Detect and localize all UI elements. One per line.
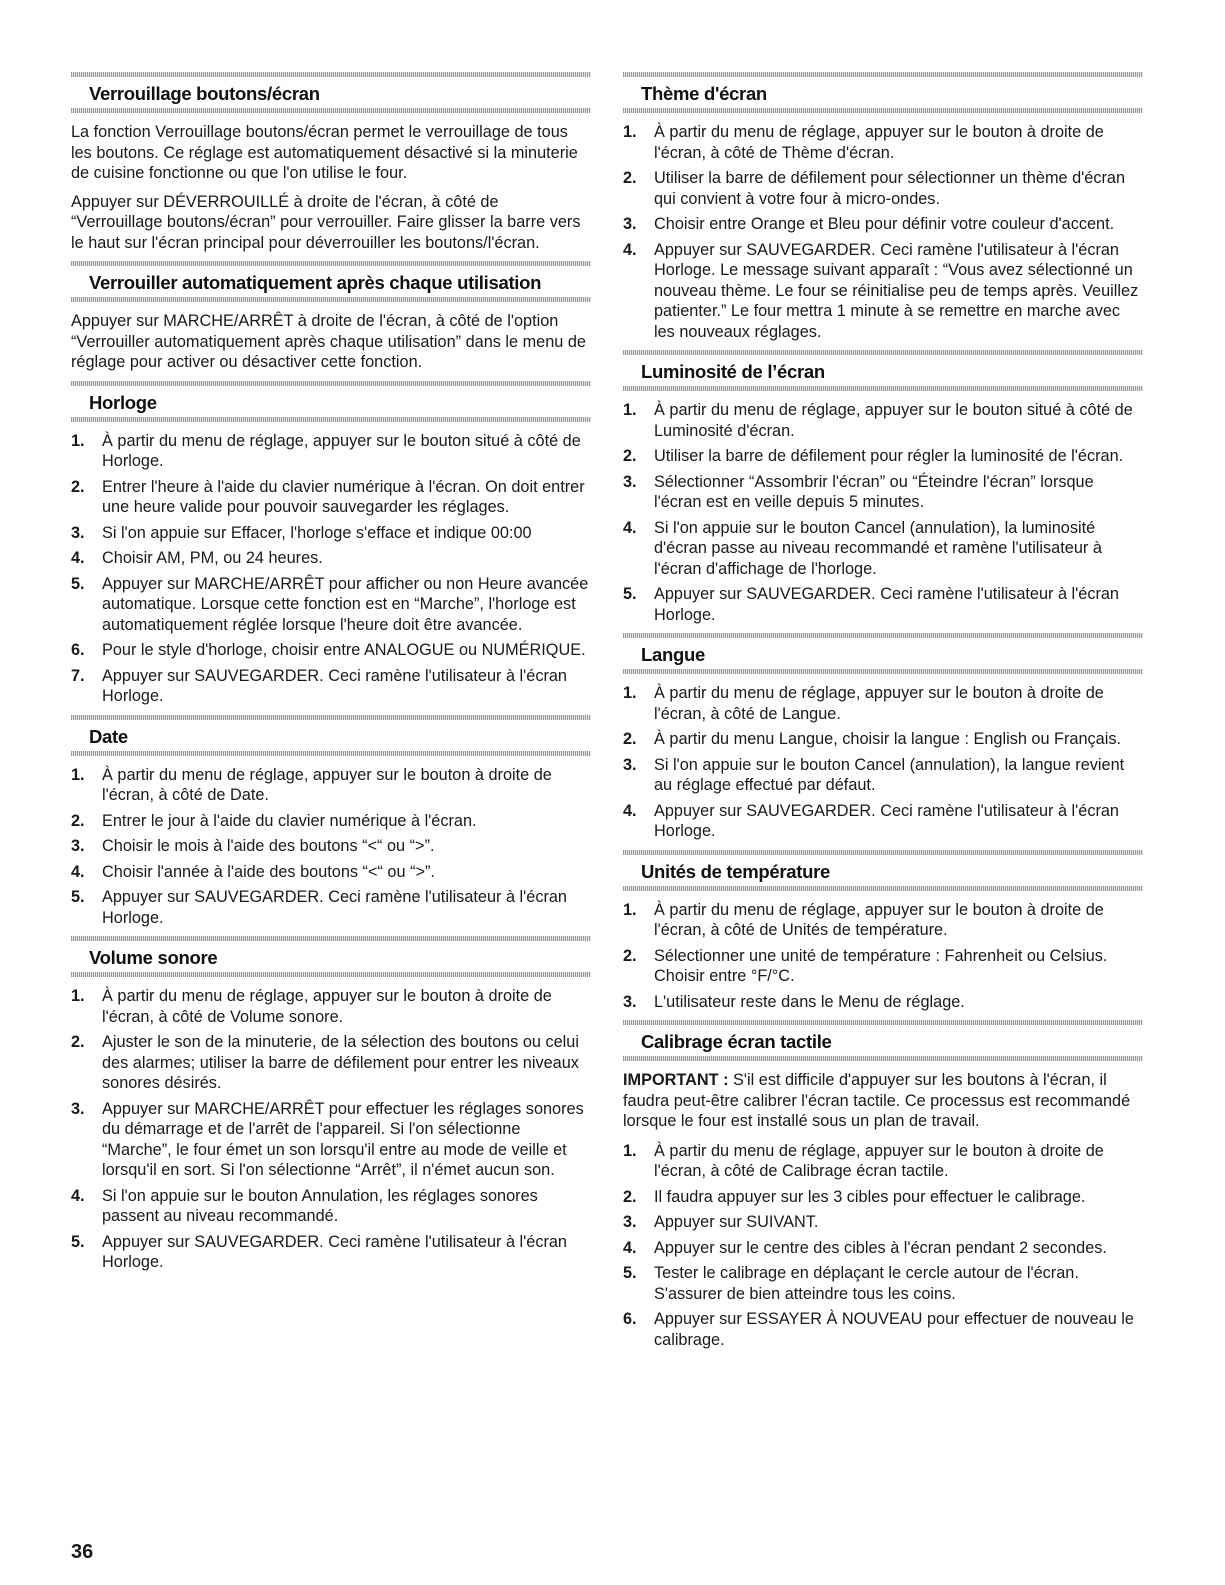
important-note [623,1070,1143,1132]
step-number: 2. [623,447,637,465]
step-number: 4. [623,801,637,820]
step-item [623,900,1143,941]
step-item [623,1212,1143,1233]
step-number: 6. [71,641,85,659]
page-number: 36 [71,1541,94,1563]
step-number: 5. [71,574,85,593]
section-date [71,715,591,929]
step-item [623,518,1143,580]
step-item [623,1263,1143,1304]
step-text: Appuyer sur SAUVEGARDER. Ceci ramène l'utilisateur à l'écran Horloge. Le message suivant apparaît : “Vous avez sélectionné un nouveau thème. Le four se réinitialise peu de temps après. Veuillez patienter.” Le four mettra 1 minute à se remettre en marche avec les nouveaux réglages. [654,240,1139,341]
step-item [623,683,1143,724]
step-text: Choisir l'année à l'aide des boutons “<“ ou “>”. [102,862,435,881]
step-item [71,765,591,806]
step-item [71,431,591,472]
important-text: S'il est difficile d'appuyer sur les boutons à l'écran, il faudra peut-être calibrer l'écran tactile. Ce processus est recommandé lorsque le four est installé sous un plan de travail. [623,1071,1131,1130]
step-text: Sélectionner “Assombrir l'écran” ou “Éteindre l'écran” lorsque l'écran est en veille depuis 5 minutes. [654,472,1094,511]
step-text: À partir du menu Langue, choisir la langue : English ou Français. [654,730,1121,748]
step-number: 4. [623,240,637,259]
step-item [71,574,591,636]
step-text: Tester le calibrage en déplaçant le cercle autour de l'écran. S'assurer de bien atteindre tous les coins. [654,1264,1079,1303]
step-item [71,548,591,569]
step-number: 1. [71,431,85,450]
step-number: 7. [71,666,85,685]
step-number: 2. [623,730,637,748]
step-number: 5. [71,1232,85,1251]
step-number: 3. [71,837,85,855]
step-number: 2. [623,946,637,965]
step-text: À partir du menu de réglage, appuyer sur le bouton situé à côté de Luminosité d'écran. [654,401,1133,440]
section-unites [623,850,1143,1013]
step-text: Entrer l'heure à l'aide du clavier numérique à l'écran. On doit entrer une heure valide pour pouvoir sauvegarder les réglages. [102,477,585,516]
step-item [71,986,591,1027]
step-list [71,431,591,707]
step-number: 1. [623,123,637,141]
step-text: Appuyer sur SAUVEGARDER. Ceci ramène l'utilisateur à l'écran Horloge. [654,585,1119,624]
step-text: Pour le style d'horloge, choisir entre ANALOGUE ou NUMÉRIQUE. [102,641,586,659]
step-text: Si l'on appuie sur le bouton Cancel (annulation), la langue revient au réglage effectué par défaut. [654,755,1125,794]
step-item [623,400,1143,441]
step-item [623,168,1143,209]
step-item [71,666,591,707]
step-text: À partir du menu de réglage, appuyer sur le bouton à droite de l'écran, à côté de Date. [102,765,552,804]
step-text: Appuyer sur SAUVEGARDER. Ceci ramène l'utilisateur à l'écran Horloge. [102,1232,567,1271]
section-heading: Thème d'écran [623,72,1143,113]
step-number: 4. [623,518,637,537]
step-text: Si l'on appuie sur Effacer, l'horloge s'efface et indique 00:00 [102,523,532,542]
section-heading: Horloge [71,381,591,422]
section-heading: Volume sonore [71,936,591,977]
step-number: 1. [623,1141,637,1160]
step-text: Appuyer sur SAUVEGARDER. Ceci ramène l'utilisateur à l'écran Horloge. [654,801,1119,840]
step-number: 3. [623,755,637,774]
section-heading: Verrouiller automatiquement après chaque utilisation [71,261,591,302]
step-number: 6. [623,1310,637,1328]
step-item [71,1186,591,1227]
step-item [623,240,1143,343]
step-text: Appuyer sur SUIVANT. [654,1213,819,1231]
step-item [71,477,591,518]
step-number: 1. [623,401,637,419]
step-number: 5. [623,585,637,603]
section-volume [71,936,591,1273]
step-item [623,122,1143,163]
step-text: Il faudra appuyer sur les 3 cibles pour effectuer le calibrage. [654,1187,1086,1206]
step-text: Appuyer sur ESSAYER À NOUVEAU pour effectuer de nouveau le calibrage. [654,1310,1134,1349]
section-calibrage [623,1020,1143,1350]
step-item [623,946,1143,987]
step-text: Choisir entre Orange et Bleu pour définir votre couleur d'accent. [654,215,1115,233]
step-item [623,1187,1143,1208]
section-heading: Luminosité de l’écran [623,350,1143,391]
step-number: 4. [71,549,85,567]
step-text: Entrer le jour à l'aide du clavier numérique à l'écran. [102,811,477,830]
left-column [71,72,591,1281]
paragraph: Appuyer sur DÉVERROUILLÉ à droite de l'écran, à côté de “Verrouillage boutons/écran” pour verrouiller. Faire glisser la barre vers le haut sur l'écran principal pour déverrouiller les boutons/l'écran. [71,192,581,252]
right-column [623,72,1143,1358]
important-label: IMPORTANT : [623,1071,729,1089]
step-number: 3. [623,215,637,233]
step-item [71,1232,591,1273]
step-item [623,1238,1143,1259]
step-number: 1. [71,765,85,784]
step-number: 2. [71,1033,85,1051]
section-theme [623,72,1143,342]
step-text: Ajuster le son de la minuterie, de la sélection des boutons ou celui des alarmes; utiliser la barre de défilement pour entrer les niveaux sonores désirés. [102,1033,579,1092]
step-text: À partir du menu de réglage, appuyer sur le bouton à droite de l'écran, à côté de Langue. [654,684,1104,723]
section-verrouillage [71,72,591,253]
paragraph: La fonction Verrouillage boutons/écran permet le verrouillage de tous les boutons. Ce réglage est automatiquement désactivé si la minuterie de cuisine fonctionne ou que l'on utilise le four. [71,123,578,182]
step-item [623,472,1143,513]
step-item [71,1032,591,1094]
step-item [71,811,591,832]
section-luminosite [623,350,1143,625]
step-text: Sélectionner une unité de température : Fahrenheit ou Celsius. Choisir entre °F/°C. [654,946,1108,985]
step-list [623,900,1143,1013]
step-item [623,729,1143,750]
step-item [623,801,1143,842]
section-horloge [71,381,591,707]
step-item [623,584,1143,625]
step-item [623,1141,1143,1182]
step-text: À partir du menu de réglage, appuyer sur le bouton à droite de l'écran, à côté de Thème d'écran. [654,123,1104,162]
step-text: Appuyer sur SAUVEGARDER. Ceci ramène l'utilisateur à l'écran Horloge. [102,888,567,927]
section-heading: Verrouillage boutons/écran [71,72,591,113]
step-list [623,400,1143,625]
step-number: 2. [623,1187,637,1206]
step-number: 2. [623,169,637,187]
step-item [71,887,591,928]
step-list [71,986,591,1273]
step-text: Utiliser la barre de défilement pour sélectionner un thème d'écran qui convient à votre four à micro-ondes. [654,169,1125,208]
section-verrouiller-auto [71,261,591,373]
step-text: L'utilisateur reste dans le Menu de réglage. [654,992,965,1011]
step-list [623,122,1143,342]
step-number: 3. [623,1213,637,1231]
step-item [623,446,1143,467]
step-text: Choisir AM, PM, ou 24 heures. [102,549,323,567]
section-heading: Langue [623,633,1143,674]
step-item [71,1099,591,1181]
step-text: Appuyer sur SAUVEGARDER. Ceci ramène l'utilisateur à l'écran Horloge. [102,666,567,705]
step-item [623,992,1143,1013]
step-number: 1. [71,987,85,1005]
step-list [623,1141,1143,1351]
step-item [71,640,591,661]
step-number: 4. [623,1238,637,1257]
step-text: Si l'on appuie sur le bouton Annulation, les réglages sonores passent au niveau recommandé. [102,1186,538,1225]
section-heading: Calibrage écran tactile [623,1020,1143,1061]
step-item [71,836,591,857]
step-number: 3. [71,523,85,542]
step-number: 2. [71,811,85,830]
step-text: Si l'on appuie sur le bouton Cancel (annulation), la luminosité d'écran passe au niveau recommandé et ramène l'utilisateur à l'écran d'affichage de l'horloge. [654,518,1102,578]
step-text: À partir du menu de réglage, appuyer sur le bouton à droite de l'écran, à côté de Unités de température. [654,900,1104,939]
step-text: Utiliser la barre de défilement pour régler la luminosité de l'écran. [654,447,1124,465]
step-number: 3. [623,472,637,491]
section-heading: Unités de température [623,850,1143,891]
step-text: Appuyer sur MARCHE/ARRÊT pour effectuer les réglages sonores du démarrage et de l'arrêt de l'appareil. Si l'on sélectionne “Marche”, le four émet un son lorsqu'il entre au mode de veille et lorsqu'il en sort. Si l'on sélectionne “Arrêt”, il n'émet aucun son. [102,1099,584,1179]
step-number: 5. [623,1264,637,1282]
step-item [623,214,1143,235]
step-list [71,765,591,929]
step-text: À partir du menu de réglage, appuyer sur le bouton à droite de l'écran, à côté de Calibrage écran tactile. [654,1141,1104,1180]
step-number: 5. [71,888,85,906]
step-text: À partir du menu de réglage, appuyer sur le bouton situé à côté de Horloge. [102,431,581,470]
step-number: 4. [71,1186,85,1205]
paragraph: Appuyer sur MARCHE/ARRÊT à droite de l'écran, à côté de l'option “Verrouiller automatiquement après chaque utilisation” dans le menu de réglage pour activer ou désactiver cette fonction. [71,312,586,371]
step-text: Appuyer sur MARCHE/ARRÊT pour afficher ou non Heure avancée automatique. Lorsque cette fonction est en “Marche”, l'horloge est automatiquement réglée lorsque l'heure doit être avancée. [102,574,589,634]
step-number: 1. [623,684,637,702]
step-item [71,523,591,544]
step-text: Appuyer sur le centre des cibles à l'écran pendant 2 secondes. [654,1238,1107,1257]
step-item [623,755,1143,796]
step-number: 3. [71,1099,85,1118]
step-text: À partir du menu de réglage, appuyer sur le bouton à droite de l'écran, à côté de Volume sonore. [102,987,552,1026]
step-number: 2. [71,477,85,496]
step-text: Choisir le mois à l'aide des boutons “<“ ou “>”. [102,837,435,855]
step-item [71,862,591,883]
step-number: 4. [71,862,85,881]
section-heading: Date [71,715,591,756]
step-item [623,1309,1143,1350]
step-list [623,683,1143,842]
step-number: 1. [623,900,637,919]
section-langue [623,633,1143,842]
step-number: 3. [623,992,637,1011]
